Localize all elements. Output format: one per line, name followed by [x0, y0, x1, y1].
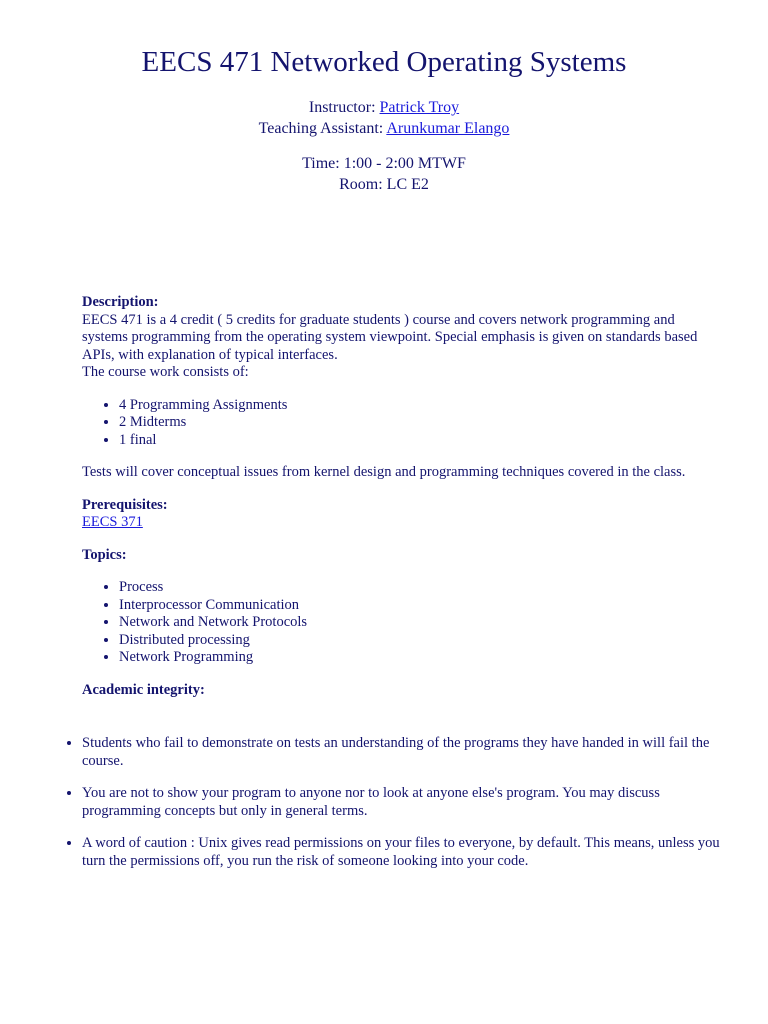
ta-link[interactable]: Arunkumar Elango: [386, 120, 510, 137]
topics-heading: Topics:: [82, 546, 127, 563]
list-item: • Interprocessor Communication: [119, 597, 712, 615]
tests-note: Tests will cover conceptual issues from kernel design and programming techniques covered in the class.: [82, 464, 686, 480]
list-item: • Distributed processing: [119, 632, 712, 650]
instructor-label: Instructor:: [308, 99, 376, 116]
instructor-line: [0, 97, 768, 118]
integrity-section: [0, 735, 768, 885]
coursework-list: [82, 397, 712, 450]
list-item: • 2 Midterms: [119, 414, 712, 432]
list-item: • You are not to show your program to anyone nor to look at anyone else's program. You may discuss programming concepts but only in general terms.: [82, 785, 722, 820]
list-item: • A word of caution : Unix gives read permissions on your files to everyone, by default. This means, unless you turn the permissions off, you run the risk of someone looking into your code.: [82, 835, 722, 870]
staff-info: [0, 97, 768, 139]
integrity-heading: Academic integrity:: [82, 681, 205, 698]
class-time: Time: 1:00 - 2:00 MTWF: [302, 155, 466, 172]
coursework-intro: The course work consists of:: [82, 364, 249, 380]
list-item: • Process: [119, 579, 712, 597]
list-item: • 1 final: [119, 432, 712, 450]
schedule-info: [0, 153, 768, 195]
ta-line: [0, 118, 768, 139]
list-item: • Students who fail to demonstrate on tests an understanding of the programs they have handed in will fail the course.: [82, 735, 722, 770]
list-item: • 4 Programming Assignments: [119, 397, 712, 415]
prerequisites-heading: Prerequisites:: [82, 496, 168, 513]
list-item: • Network and Network Protocols: [119, 614, 712, 632]
course-content: [82, 294, 712, 699]
page-header: [0, 44, 768, 195]
page-title: EECS 471 Networked Operating Systems: [141, 46, 627, 78]
ta-label: Teaching Assistant:: [258, 120, 384, 137]
instructor-link[interactable]: Patrick Troy: [379, 99, 460, 116]
class-room: Room: LC E2: [339, 176, 429, 193]
list-item: • Network Programming: [119, 649, 712, 667]
description-heading: Description:: [82, 294, 159, 310]
description-text: EECS 471 is a 4 credit ( 5 credits for graduate students ) course and covers network programming and systems programming from the operating system viewpoint. Special emphasis is given on standards based APIs, with explanation of typical interfaces.: [82, 311, 698, 363]
prerequisite-link[interactable]: EECS 371: [82, 514, 143, 530]
topics-list: [82, 579, 712, 667]
integrity-list: [0, 735, 722, 870]
